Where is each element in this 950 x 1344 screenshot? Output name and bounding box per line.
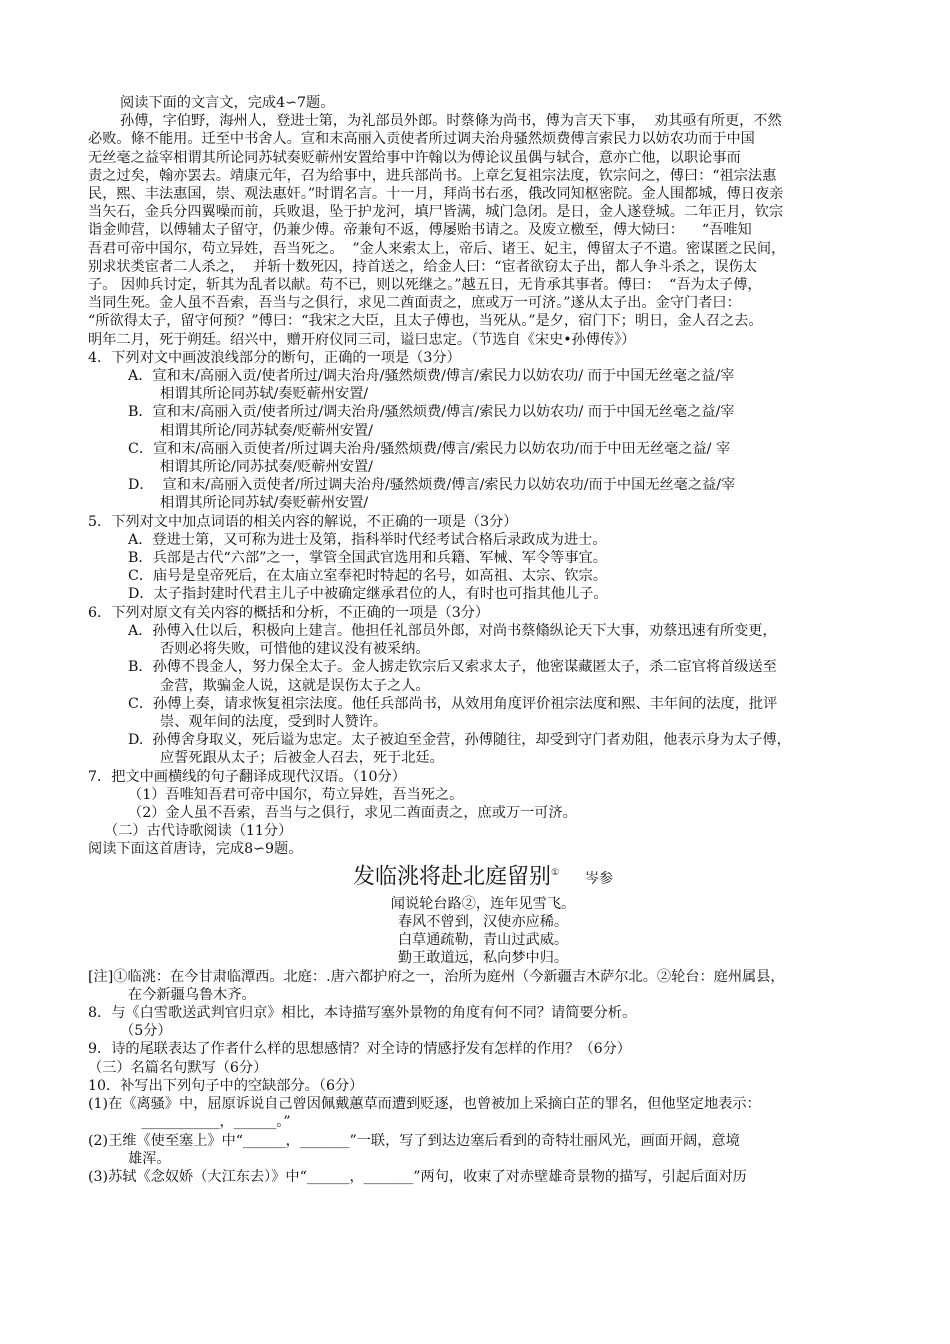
option-a-cont: 否则必将失败，可惜他的建议没有被采纳。 xyxy=(160,641,430,658)
question-stem: 6．下列对原文有关内容的概括和分析，不正确的一项是（3分） xyxy=(88,604,490,621)
option-d: D．太子指封建时代君主儿子中被确定继承君位的人，有时也可指其他儿子。 xyxy=(128,586,608,603)
option-c: C．庙号是皇帝死后，在太庙立室奉祀时特起的名号，如高祖、太宗、钦宗。 xyxy=(128,568,608,585)
passage-line: 必败。條不能用。迁至中书舍人。宣和末高丽入贡使者所过调夫治舟骚然烦费傅言索民力以妨农功而于中国 xyxy=(88,131,755,148)
exam-page xyxy=(88,94,878,1186)
poem-line: 闻说轮台路②，连年见雪飞。 xyxy=(390,895,576,912)
question-8: 8．与《白雪歌送武判官归京》相比，本诗描写塞外景物的角度有何不同？请简要分析。 xyxy=(88,1005,637,1022)
poem xyxy=(88,859,878,968)
question-9: 9．诗的尾联表达了作者什么样的思想感情？对全诗的情感抒发有怎样的作用？（6分） xyxy=(88,1041,631,1058)
question-5 xyxy=(88,513,878,604)
question-stem: 4．下列对文中画波浪线部分的断句，正确的一项是（3分） xyxy=(88,349,461,366)
option-c-cont: 相谓其所论/同苏拭奏/贬蕲州安置/ xyxy=(160,459,373,476)
option-d-cont: 应誓死跟从太子；后被金人召去，死于北廷。 xyxy=(160,750,444,767)
option-a: A．宣和末/高丽入贡/使者所过/调夫治舟/骚然烦费/傅言/索民力以妨农功/ 而于中国无丝毫之益/宰 xyxy=(128,368,735,385)
option-c: C．宣和末/高丽入贡使者/所过调夫治舟/骚然烦费/傅言/索民力以妨农功/而于中田无丝毫之益/ 宰 xyxy=(128,440,731,457)
passage-line: 民，熙、丰法惠国，崇、观法惠奸。”时谓名言。十一月，拜尚书右丞，俄改同知枢密院。金人围都城，傅日夜亲 xyxy=(88,186,784,203)
passage-line: 诣金帅营，以傅辅太子留守，仍兼少傅。帝兼旬不返，傅屡贻书请之。及废立檄至，傅大恸曰： “吾唯知 xyxy=(88,222,752,239)
fill-blank: ___________，______。” xyxy=(128,1114,291,1131)
question-10 xyxy=(88,1077,878,1186)
translation-item: （2）金人虽不吾索，吾当与之俱行，求见二酋面责之，庶或万一可济。 xyxy=(128,804,577,821)
translation-item: （1）吾唯知吾君可帝中国尔，苟立异姓，吾当死之。 xyxy=(128,786,464,803)
poem-intro: 阅读下面这首唐诗，完成8∽9题。 xyxy=(88,841,303,858)
poem-title: 发临洮将赴北庭留别 xyxy=(352,863,551,889)
section-heading: （二）古代诗歌阅读（11分） xyxy=(104,823,293,840)
poem-title-row xyxy=(88,859,878,893)
classical-passage xyxy=(88,112,878,349)
question-stem: 10．补写出下列句子中的空缺部分。（6分） xyxy=(88,1077,364,1094)
poem-line: 白草通疏勒，青山过武威。 xyxy=(397,932,569,949)
option-c: C．孙傅上奏，请求恢复祖宗法度。他任兵部尚书，从效用角度评价祖宗法度和熙、丰年间的法度，批评 xyxy=(128,695,778,712)
fill-item-cont: 雄浑。 xyxy=(128,1150,171,1167)
poem-line: 春风不曾到，汉使亦应稀。 xyxy=(397,914,569,931)
option-a-cont: 相谓其所论同苏轼/奏贬蕲州安置/ xyxy=(160,386,369,403)
question-8-score: （5分） xyxy=(120,1023,172,1040)
passage-line: “所欲得太子，留守何预？”傅曰：“我宋之大臣，且太子傅也，当死从。”是夕，宿门下；明日，金人召之去。 xyxy=(88,313,763,330)
option-a: A．登进士第，又可称为进士及第，指科举时代经考试合格后录政成为进士。 xyxy=(128,531,607,548)
passage-line: 别求状类宦者二人杀之， 并斩十数死囚，持首送之，给金人曰：“宦者欲窃太子出，都人争斗杀之，误伤太 xyxy=(88,258,757,275)
option-d: D. 孙傅舍身取义，死后谥为忠定。太子被迫至金营，孙傅随往，却受到守门者劝阻，他表示身为太子傅， xyxy=(128,732,791,749)
fill-item: (1)在《离骚》中，屈原诉说自己曾因佩戴蕙草而遭到贬逐，也曾被加上采摘白芷的罪名，但他坚定地表示： xyxy=(88,1096,761,1113)
footnote-mark: ① xyxy=(550,867,560,878)
poem-notes xyxy=(88,968,878,1004)
passage-line: 当矢石，金兵分四翼噪而前，兵败退，坠于护龙河，填尸皆满，城门急闭。是日，金人遂登城。二年正月，钦宗 xyxy=(88,204,784,221)
option-d-cont: 相谓其所论同苏轼/奏贬蕲州安置/ xyxy=(160,495,369,512)
note-line: [注]①临洮：在今甘肃临潭西。北庭：.唐六都护府之一，治所为庭州（今新疆吉木萨尔北。②轮台：庭州属县， xyxy=(88,968,785,985)
poem-line: 勤王敢道远，私向梦中归。 xyxy=(397,950,569,967)
passage-line: 无丝毫之益宰相谓其所论同苏轼奏贬蕲州安置给事中许翰以为傅论议虽偶与轼合，意亦亡他，以职论事而 xyxy=(88,149,741,166)
question-stem: 7．把文中画横线的句子翻译成现代汉语。（10分） xyxy=(88,768,406,785)
passage-line: 吾君可帝中国尔，苟立异姓，吾当死之。 ”金人来索太上，帝后、诸王、妃主，傅留太子不遣。密谋匿之民间， xyxy=(88,240,786,257)
poem-author: 岑参 xyxy=(585,870,614,887)
fill-item: (2)王维《使至塞上》中“______，_______”一联，写了到达边塞后看到的奇特壮丽风光，画面开阔，意境 xyxy=(88,1132,740,1149)
option-a: A．孙傅入仕以后，积极向上建言。他担任礼部员外郎，对尚书蔡翛纵论天下大事，劝蔡迅速有所变更， xyxy=(128,622,777,639)
option-b: B．孙傅不畏金人，努力保全太子。金人掳走钦宗后又索求太子，他密谋藏匿太子，杀二宦官将首级送至 xyxy=(128,659,777,676)
option-b-cont: 金营，欺骗金人说，这就是误伤太子之人。 xyxy=(160,677,430,694)
passage-line: 孙傅，字伯野，海州人，登进士第，为礼部员外郎。时蔡條为尚书，傅为言天下事， 劝其亟有所更，不然 xyxy=(120,113,782,130)
question-stem: 5．下列对文中加点词语的相关内容的解说，不正确的一项是（3分） xyxy=(88,513,518,530)
question-6 xyxy=(88,604,878,768)
option-c-cont: 崇、观年间的法度，受到时人赞许。 xyxy=(160,713,388,730)
question-7 xyxy=(88,768,878,823)
question-4 xyxy=(88,349,878,513)
passage-line: 子。 因帅兵讨定，斩其为乱者以献。苟不已，则以死继之。”越五日，无肯承其事者。傅曰： “吾为太子傅， xyxy=(88,277,762,294)
option-b-cont: 相谓其所论/同苏轼奏/贬蕲州安置/ xyxy=(160,422,373,439)
passage-line: 明年二月，死于朔廷。绍兴中，赠开府仪同三司，谥曰忠定。（节选自《宋史•孙傅传》） xyxy=(88,331,636,348)
note-line: 在今新疆乌鲁木齐。 xyxy=(128,986,256,1003)
option-b: B．兵部是古代“六部”之一，掌管全国武官选用和兵籍、军械、军令等事宜。 xyxy=(128,550,607,567)
option-d: D． 宣和末/高丽入贡使者/所过调夫治舟/骚然烦费/傅言/索民力以妨农功/而于中国无丝毫之益/宰 xyxy=(128,477,736,494)
passage-line: 当同生死。金人虽不吾索，吾当与之俱行，求见二酋面责之，庶或万一可济。”遂从太子出。金守门者曰： xyxy=(88,295,741,312)
reading-intro: 阅读下面的文言文，完成4∽7题。 xyxy=(120,95,335,111)
section-heading: （三）名篇名句默写（6分） xyxy=(88,1059,268,1076)
fill-item: (3)苏轼《念奴娇（大江东去）》中“______，_______”两句，收束了对赤壁雄奇景物的描写，引起后面对历 xyxy=(88,1168,747,1185)
passage-line: 责之过矣，翰亦罢去。靖康元年，召为给事中，进兵部尚书。上章乞复祖宗法度，钦宗问之，傅曰：“祖宗法惠 xyxy=(88,167,777,184)
option-b: B．宣和末/高丽入贡/使者所过/调夫治舟/骚然烦费/傅言/索民力以妨农功/ 而于中国无丝毫之益/宰 xyxy=(128,404,735,421)
